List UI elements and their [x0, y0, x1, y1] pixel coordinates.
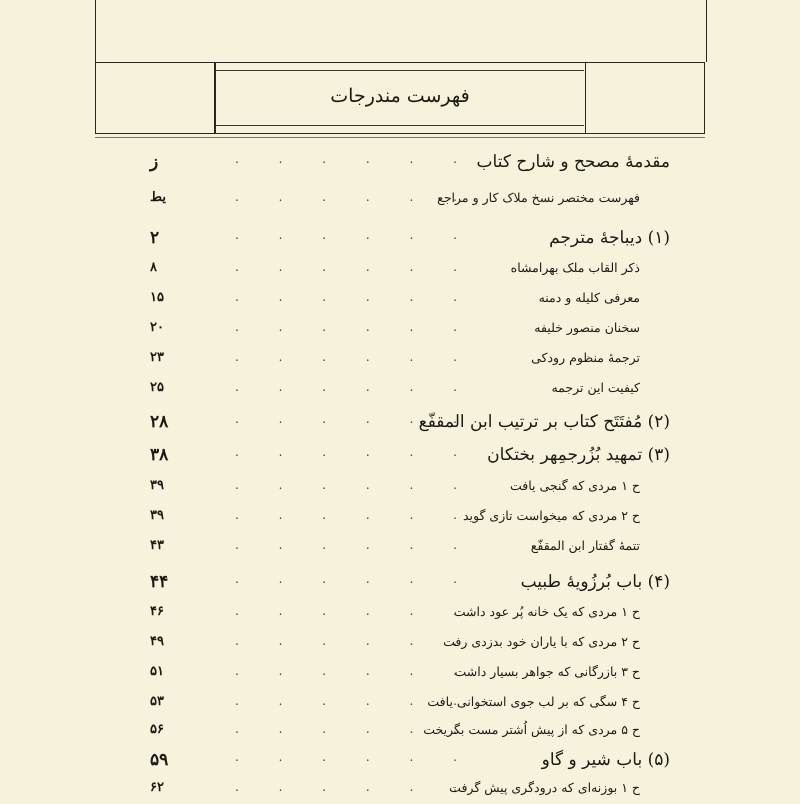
- toc-page-number: ۲۳: [150, 350, 164, 365]
- toc-page-number: ۳۹: [150, 508, 164, 523]
- leader-dots: . . . . . .: [235, 478, 475, 492]
- toc-page-number: ۵۳: [150, 694, 164, 709]
- toc-subentry-row: [150, 290, 670, 314]
- toc-entry-title: (۵) باب شیر و گاو: [541, 750, 670, 770]
- toc-entry-title: (۱) دیباجهٔ مترجم: [549, 228, 670, 248]
- toc-subentry-row: [150, 664, 670, 688]
- toc-page-number: ۵۹: [150, 750, 169, 770]
- toc-subentry-row: [150, 380, 670, 404]
- leader-dots: . . . . . .: [235, 228, 475, 242]
- toc-entry-title: مقدمهٔ مصحح و شارح کتاب: [476, 152, 670, 172]
- toc-chapter-row: [150, 228, 670, 252]
- toc-entry-title: معرفی کلیله و دمنه: [538, 290, 640, 305]
- toc-page-number: ۴۴: [150, 572, 169, 592]
- toc-entry-title: فهرست مختصر نسخ ملاک کار و مراجع: [437, 190, 640, 205]
- toc-chapter-row: [150, 572, 670, 596]
- toc-subentry-row: [150, 350, 670, 374]
- toc-entry-title: ح ۳ بازرگانی که جواهر بسیار داشت: [454, 664, 640, 679]
- toc-entry-title: (۳) تمهید بُزُرجمِهر بختکان: [487, 445, 670, 465]
- toc-entry-title: ح ۲ مردی که با یاران خود بدزدی رفت: [443, 634, 640, 649]
- toc-page-number: ۲: [150, 228, 160, 248]
- toc-chapter-row: [150, 750, 670, 774]
- leader-dots: . . . . . .: [235, 508, 475, 522]
- toc-page-number: یط: [150, 190, 166, 205]
- leader-dots: . . . . . .: [235, 604, 475, 618]
- leader-dots: . . . . . .: [235, 722, 475, 736]
- leader-dots: . . . . . .: [235, 572, 475, 586]
- toc-entry-title: ترجمهٔ منظوم رودکی: [531, 350, 640, 365]
- toc-subentry-row: [150, 478, 670, 502]
- toc-entry-title: ح ۱ بوزنه‌ای که درودگری پیش گرفت: [449, 780, 640, 795]
- toc-page-number: ۱۵: [150, 290, 164, 305]
- toc-page-number: ۴۶: [150, 604, 164, 619]
- toc-entry-title: ح ۲ مردی که میخواست تازی گوید: [463, 508, 640, 523]
- toc-subentry-row: [150, 320, 670, 344]
- toc-entry-title: کیفیت این ترجمه: [551, 380, 640, 395]
- toc-chapter-row: [150, 412, 670, 436]
- toc-page-number: ۲۸: [150, 412, 169, 432]
- toc-page-number: ۳۸: [150, 445, 169, 465]
- leader-dots: . . . . . .: [235, 260, 475, 274]
- toc-subentry-row: [150, 604, 670, 628]
- toc-subentry-row: [150, 260, 670, 284]
- toc-subentry-row: [150, 190, 670, 214]
- toc-page-number: ۲۵: [150, 380, 164, 395]
- toc-subentry-row: [150, 538, 670, 562]
- toc-subentry-row: [150, 780, 670, 804]
- toc-page-number: ۴۹: [150, 634, 164, 649]
- leader-dots: . . . . . .: [235, 380, 475, 394]
- leader-dots: . . . . . .: [235, 694, 475, 708]
- toc-entry-title: سخنان منصور خلیفه: [534, 320, 640, 335]
- leader-dots: . . . . . .: [235, 664, 475, 678]
- leader-dots: . . . . . .: [235, 290, 475, 304]
- toc-page-number: ز: [150, 152, 159, 172]
- toc-subentry-row: [150, 634, 670, 658]
- toc-subentry-row: [150, 722, 670, 746]
- toc-entry-title: (۴) باب بُرزُویهٔ طبیب: [520, 572, 670, 592]
- toc-subentry-row: [150, 694, 670, 718]
- leader-dots: . . . . . .: [235, 445, 475, 459]
- toc-page-number: ۶۲: [150, 780, 164, 795]
- toc-entry-title: (۲) مُفتَتَح کتاب بر ترتیب ابن المقفّع: [418, 412, 670, 432]
- toc-entry-title: ذکر القاب ملک بهرامشاه: [510, 260, 640, 275]
- toc-page-number: ۳۹: [150, 478, 164, 493]
- page-title: فهرست مندرجات: [330, 85, 470, 107]
- leader-dots: . . . . . .: [235, 320, 475, 334]
- toc-subentry-row: [150, 508, 670, 532]
- toc-entry-title: تتمهٔ گفتار ابن المقفّع: [530, 538, 640, 553]
- leader-dots: . . . . . .: [235, 780, 475, 794]
- toc-page-number: ۲۰: [150, 320, 164, 335]
- leader-dots: . . . . . .: [235, 152, 475, 166]
- toc-entry-title: ح ۴ سگی که بر لب جوی استخوانی یافت: [427, 694, 640, 709]
- toc-page-number: ۵۱: [150, 664, 164, 679]
- leader-dots: . . . . . .: [235, 190, 475, 204]
- leader-dots: . . . . . .: [235, 750, 475, 764]
- toc-entry-title: ح ۱ مردی که گنجی یافت: [509, 478, 640, 493]
- toc-chapter-row: [150, 445, 670, 469]
- toc-entry-title: ح ۵ مردی که از پیش اُشتر مست بگریخت: [423, 722, 640, 737]
- toc-entry-title: ح ۱ مردی که یک خانه پُر عود داشت: [453, 604, 640, 619]
- leader-dots: . . . . . .: [235, 538, 475, 552]
- leader-dots: . . . . . .: [235, 634, 475, 648]
- leader-dots: . . . . . .: [235, 350, 475, 364]
- toc-chapter-row: [150, 152, 670, 176]
- toc-page-number: ۴۳: [150, 538, 164, 553]
- toc-page-number: ۵۶: [150, 722, 164, 737]
- toc-page-number: ۸: [150, 260, 157, 275]
- leader-dots: . . . . . .: [235, 412, 475, 426]
